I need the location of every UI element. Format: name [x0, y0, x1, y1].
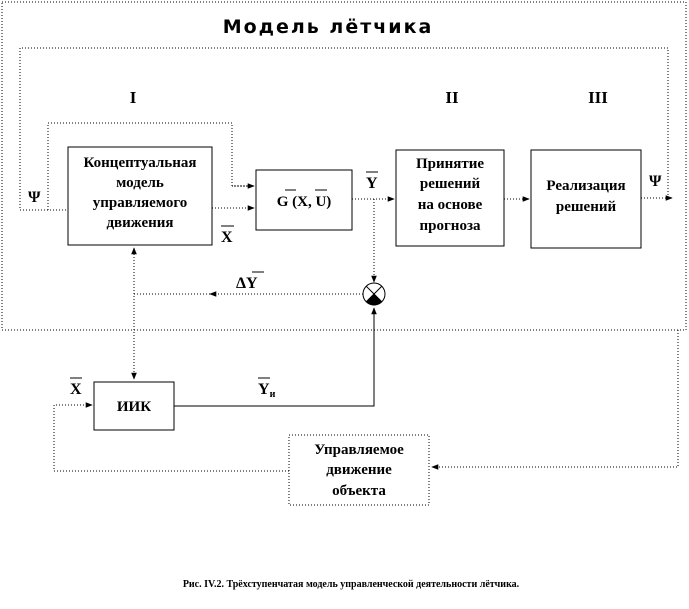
decision-line-2: решений — [419, 176, 481, 192]
conceptual-model-line-2: модель — [116, 175, 164, 191]
delta-y-label: ΔY — [236, 275, 258, 292]
controlled-object-line-1: Управляемое — [314, 442, 404, 458]
decision-line-3: на основе — [417, 197, 483, 213]
stage-label-2: II — [445, 88, 459, 107]
conceptual-model-line-4: движения — [106, 215, 174, 231]
g-function-label: G (X, U) — [276, 194, 332, 210]
realization-line-2: решений — [555, 199, 617, 215]
figure-caption: Рис. IV.2. Трёхступенчатая модель управленческой деятельности лётчика. — [182, 579, 520, 590]
conceptual-model-line-1: Концептуальная — [83, 155, 197, 171]
decision-line-1: Принятие — [415, 156, 485, 172]
realization-line-1: Реализация — [546, 178, 626, 194]
x-iik-label: X — [70, 381, 82, 398]
x-model-label: X — [221, 229, 233, 246]
decision-line-4: прогноза — [419, 218, 481, 234]
g-x-symbol: X — [297, 194, 308, 210]
y-iik-label: Yи — [258, 381, 276, 400]
psi-output-label: Ψ — [649, 173, 662, 190]
conceptual-model-line-3: управляемого — [92, 195, 188, 211]
diagram-title: Модель лётчика — [222, 16, 434, 38]
y-out-label: Y — [366, 175, 378, 192]
psi-input-label: Ψ — [28, 189, 41, 206]
stage-label-1: I — [129, 88, 137, 107]
g-u-symbol: U — [315, 194, 327, 210]
psi-to-object-line — [432, 330, 678, 467]
controlled-object-line-3: объекта — [332, 483, 386, 499]
controlled-object-line-2: движение — [326, 462, 392, 478]
iik-label: ИИК — [116, 399, 152, 415]
stage-label-3: III — [588, 88, 608, 107]
